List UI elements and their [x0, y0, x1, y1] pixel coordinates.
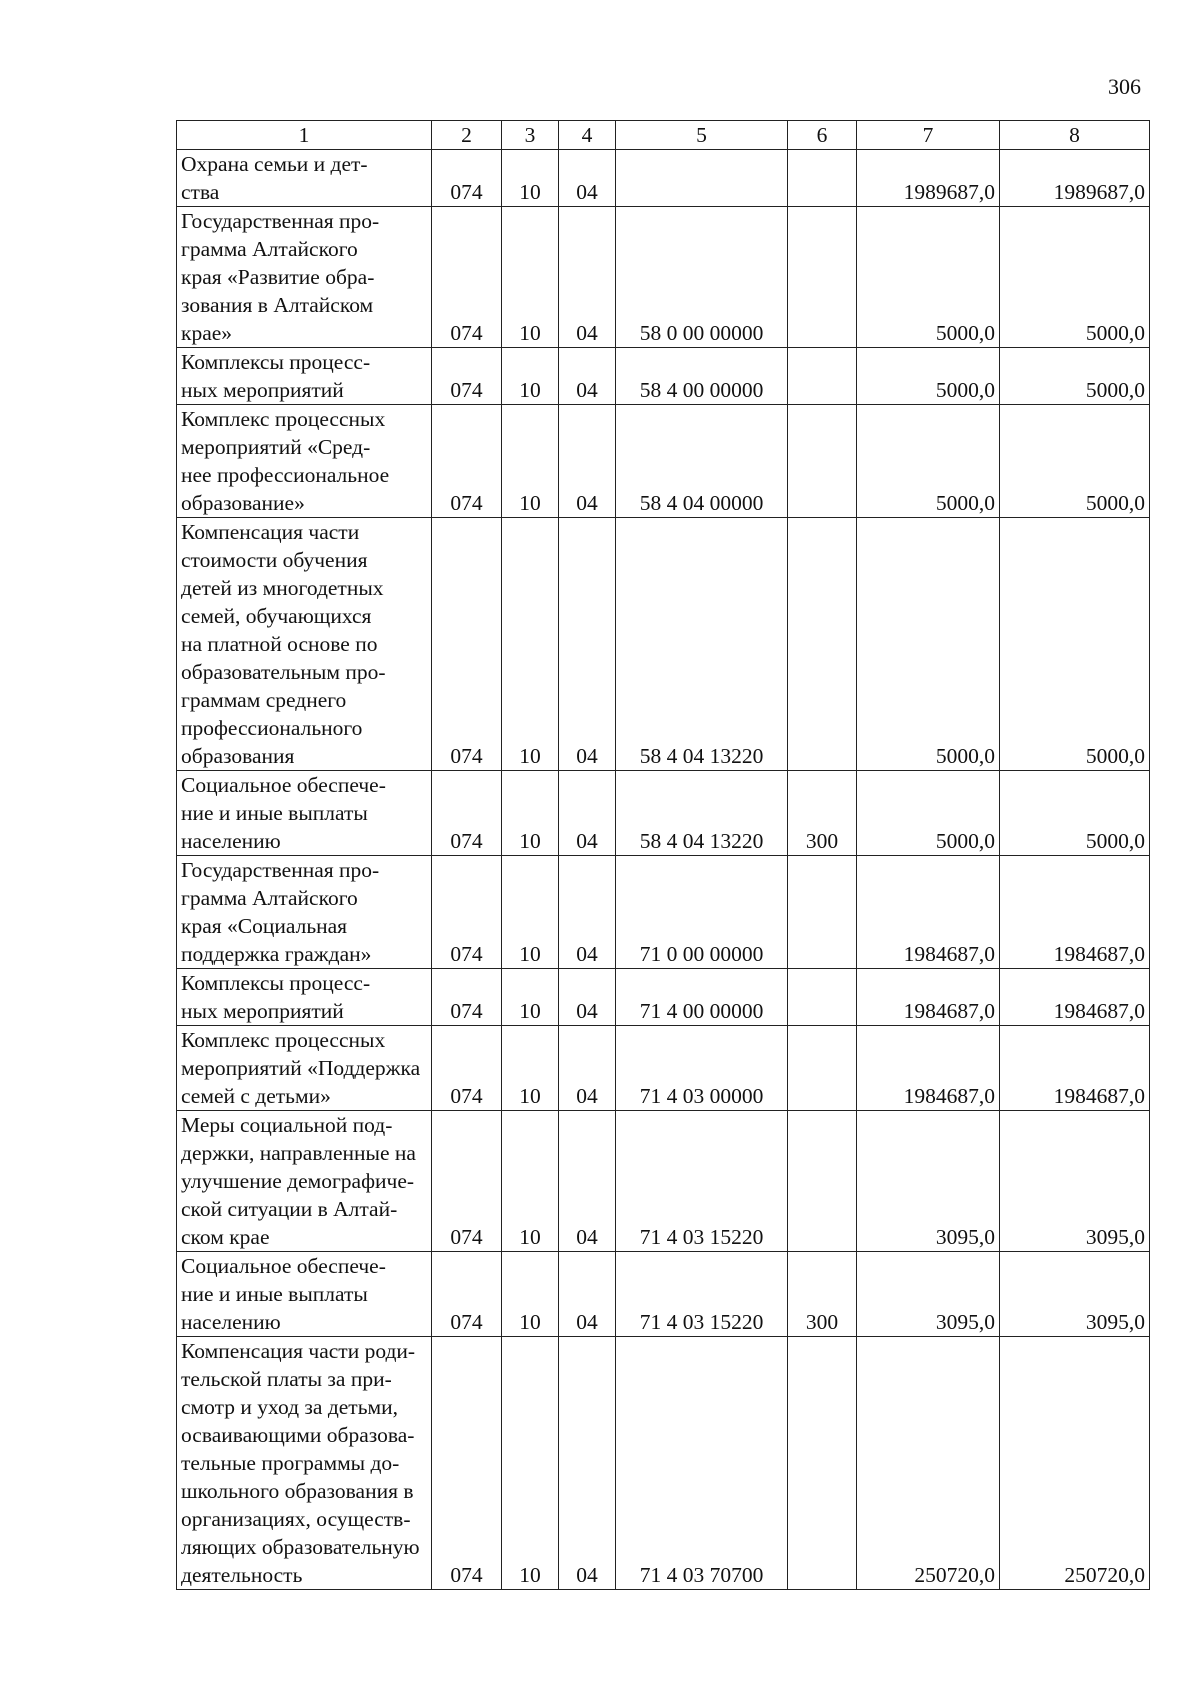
amount-year2-cell: 5000,0: [1000, 348, 1150, 405]
row-name-line: Комплексы процесс-: [181, 350, 371, 374]
row-name-line: Социальное обеспече-: [181, 773, 386, 797]
row-name-line: ных мероприятий: [181, 378, 344, 402]
table-row: [177, 856, 1150, 969]
gr-code-cell: 074: [432, 969, 502, 1026]
gr-code-cell: 074: [432, 856, 502, 969]
section-cell: 10: [502, 348, 559, 405]
row-name-line: профессионального: [181, 716, 363, 740]
subsection-cell: 04: [559, 518, 616, 771]
row-name-line: семей, обучающихся: [181, 604, 372, 628]
row-name-line: образование»: [181, 491, 305, 515]
row-name-line: образовательным про-: [181, 660, 386, 684]
row-name-line: школьного образования в: [181, 1479, 414, 1503]
row-name-line: ляющих образовательную: [181, 1535, 420, 1559]
amount-year1-cell: 5000,0: [857, 348, 1000, 405]
row-name-line: грамма Алтайского: [181, 237, 358, 261]
column-header: 7: [857, 121, 1000, 150]
column-header: 1: [177, 121, 432, 150]
row-name-cell: [177, 1111, 432, 1252]
gr-code-cell: 074: [432, 518, 502, 771]
row-name-line: Компенсация части роди-: [181, 1339, 416, 1363]
expense-type-cell: [788, 207, 857, 348]
gr-code-cell: 074: [432, 1337, 502, 1590]
subsection-cell: 04: [559, 405, 616, 518]
row-name-line: грамма Алтайского: [181, 886, 358, 910]
subsection-cell: 04: [559, 150, 616, 207]
table-body: [177, 150, 1150, 1590]
row-name-cell: [177, 518, 432, 771]
column-header: 6: [788, 121, 857, 150]
target-article-cell: 71 4 03 00000: [616, 1026, 788, 1111]
row-name-line: организациях, осуществ-: [181, 1507, 411, 1531]
row-name-line: улучшение демографиче-: [181, 1169, 415, 1193]
row-name-line: Меры социальной под-: [181, 1113, 393, 1137]
amount-year1-cell: 3095,0: [857, 1252, 1000, 1337]
table-row: [177, 518, 1150, 771]
column-header: 4: [559, 121, 616, 150]
gr-code-cell: 074: [432, 771, 502, 856]
section-cell: 10: [502, 207, 559, 348]
amount-year2-cell: 3095,0: [1000, 1252, 1150, 1337]
section-cell: 10: [502, 518, 559, 771]
amount-year1-cell: 250720,0: [857, 1337, 1000, 1590]
row-name-line: ние и иные выплаты: [181, 1282, 368, 1306]
row-name-line: поддержка граждан»: [181, 942, 372, 966]
amount-year2-cell: 3095,0: [1000, 1111, 1150, 1252]
row-name-line: населению: [181, 829, 281, 853]
target-article-cell: 71 0 00 00000: [616, 856, 788, 969]
row-name-line: детей из многодетных: [181, 576, 384, 600]
row-name-line: смотр и уход за детьми,: [181, 1395, 398, 1419]
gr-code-cell: 074: [432, 1111, 502, 1252]
row-name-line: ской ситуации в Алтай-: [181, 1197, 398, 1221]
gr-code-cell: 074: [432, 150, 502, 207]
amount-year2-cell: 1984687,0: [1000, 969, 1150, 1026]
expense-type-cell: [788, 1026, 857, 1111]
gr-code-cell: 074: [432, 207, 502, 348]
row-name-line: крае»: [181, 321, 233, 345]
subsection-cell: 04: [559, 1337, 616, 1590]
amount-year2-cell: 5000,0: [1000, 518, 1150, 771]
table-row: [177, 1252, 1150, 1337]
amount-year2-cell: 1984687,0: [1000, 856, 1150, 969]
row-name-cell: [177, 969, 432, 1026]
header-row: [177, 121, 1150, 150]
amount-year2-cell: 5000,0: [1000, 405, 1150, 518]
section-cell: 10: [502, 405, 559, 518]
column-header: 3: [502, 121, 559, 150]
row-name-cell: [177, 405, 432, 518]
expense-type-cell: [788, 348, 857, 405]
section-cell: 10: [502, 856, 559, 969]
section-cell: 10: [502, 150, 559, 207]
row-name-cell: [177, 856, 432, 969]
page-number: 306: [1108, 74, 1141, 99]
row-name-cell: [177, 348, 432, 405]
gr-code-cell: 074: [432, 348, 502, 405]
table-row: [177, 150, 1150, 207]
amount-year1-cell: 5000,0: [857, 207, 1000, 348]
row-name-cell: [177, 150, 432, 207]
row-name-line: Государственная про-: [181, 209, 380, 233]
subsection-cell: 04: [559, 1111, 616, 1252]
row-name-line: Государственная про-: [181, 858, 380, 882]
amount-year2-cell: 5000,0: [1000, 207, 1150, 348]
row-name-line: деятельность: [181, 1563, 303, 1587]
gr-code-cell: 074: [432, 1026, 502, 1111]
row-name-line: Компенсация части: [181, 520, 360, 544]
expense-type-cell: 300: [788, 1252, 857, 1337]
table-row: [177, 1111, 1150, 1252]
amount-year1-cell: 1984687,0: [857, 856, 1000, 969]
column-header: 2: [432, 121, 502, 150]
row-name-line: Социальное обеспече-: [181, 1254, 386, 1278]
target-article-cell: [616, 150, 788, 207]
expense-type-cell: 300: [788, 771, 857, 856]
row-name-line: держки, направленные на: [181, 1141, 416, 1165]
row-name-line: зования в Алтайском: [181, 293, 374, 317]
section-cell: 10: [502, 969, 559, 1026]
target-article-cell: 58 4 04 13220: [616, 518, 788, 771]
table-row: [177, 1026, 1150, 1111]
target-article-cell: 71 4 03 15220: [616, 1111, 788, 1252]
row-name-line: ных мероприятий: [181, 999, 344, 1023]
row-name-cell: [177, 1026, 432, 1111]
row-name-line: осваивающими образова-: [181, 1423, 415, 1447]
gr-code-cell: 074: [432, 405, 502, 518]
table-row: [177, 1337, 1150, 1590]
row-name-cell: [177, 771, 432, 856]
amount-year2-cell: 1989687,0: [1000, 150, 1150, 207]
row-name-cell: [177, 1252, 432, 1337]
amount-year1-cell: 5000,0: [857, 771, 1000, 856]
row-name-line: мероприятий «Поддержка: [181, 1056, 421, 1080]
section-cell: 10: [502, 771, 559, 856]
expense-type-cell: [788, 969, 857, 1026]
amount-year1-cell: 1989687,0: [857, 150, 1000, 207]
row-name-line: Комплекс процессных: [181, 1028, 386, 1052]
expense-type-cell: [788, 518, 857, 771]
subsection-cell: 04: [559, 969, 616, 1026]
target-article-cell: 58 4 00 00000: [616, 348, 788, 405]
row-name-line: тельные программы до-: [181, 1451, 400, 1475]
table-row: [177, 771, 1150, 856]
column-header: 8: [1000, 121, 1150, 150]
amount-year1-cell: 5000,0: [857, 518, 1000, 771]
target-article-cell: 58 0 00 00000: [616, 207, 788, 348]
table-row: [177, 405, 1150, 518]
subsection-cell: 04: [559, 348, 616, 405]
row-name-line: мероприятий «Сред-: [181, 435, 371, 459]
row-name-cell: [177, 207, 432, 348]
row-name-line: ства: [181, 180, 220, 204]
target-article-cell: 71 4 03 70700: [616, 1337, 788, 1590]
subsection-cell: 04: [559, 207, 616, 348]
table-row: [177, 348, 1150, 405]
gr-code-cell: 074: [432, 1252, 502, 1337]
row-name-line: ние и иные выплаты: [181, 801, 368, 825]
target-article-cell: 71 4 03 15220: [616, 1252, 788, 1337]
subsection-cell: 04: [559, 856, 616, 969]
row-name-line: образования: [181, 744, 295, 768]
target-article-cell: 71 4 00 00000: [616, 969, 788, 1026]
amount-year2-cell: 5000,0: [1000, 771, 1150, 856]
subsection-cell: 04: [559, 1252, 616, 1337]
expense-type-cell: [788, 1337, 857, 1590]
expense-type-cell: [788, 1111, 857, 1252]
amount-year2-cell: 250720,0: [1000, 1337, 1150, 1590]
row-name-cell: [177, 1337, 432, 1590]
subsection-cell: 04: [559, 771, 616, 856]
budget-table: [176, 120, 1150, 1590]
subsection-cell: 04: [559, 1026, 616, 1111]
section-cell: 10: [502, 1252, 559, 1337]
target-article-cell: 58 4 04 13220: [616, 771, 788, 856]
row-name-line: Комплекс процессных: [181, 407, 386, 431]
section-cell: 10: [502, 1111, 559, 1252]
table-row: [177, 207, 1150, 348]
row-name-line: края «Развитие обра-: [181, 265, 375, 289]
row-name-line: края «Социальная: [181, 914, 348, 938]
row-name-line: населению: [181, 1310, 281, 1334]
row-name-line: нее профессиональное: [181, 463, 390, 487]
row-name-line: стоимости обучения: [181, 548, 368, 572]
amount-year1-cell: 1984687,0: [857, 1026, 1000, 1111]
table-row: [177, 969, 1150, 1026]
column-header: 5: [616, 121, 788, 150]
amount-year1-cell: 3095,0: [857, 1111, 1000, 1252]
target-article-cell: 58 4 04 00000: [616, 405, 788, 518]
amount-year1-cell: 5000,0: [857, 405, 1000, 518]
expense-type-cell: [788, 405, 857, 518]
row-name-line: Комплексы процесс-: [181, 971, 371, 995]
amount-year2-cell: 1984687,0: [1000, 1026, 1150, 1111]
row-name-line: тельской платы за при-: [181, 1367, 392, 1391]
row-name-line: граммам среднего: [181, 688, 347, 712]
amount-year1-cell: 1984687,0: [857, 969, 1000, 1026]
row-name-line: ском крае: [181, 1225, 270, 1249]
expense-type-cell: [788, 150, 857, 207]
section-cell: 10: [502, 1026, 559, 1111]
row-name-line: на платной основе по: [181, 632, 378, 656]
row-name-line: Охрана семьи и дет-: [181, 152, 368, 176]
row-name-line: семей с детьми»: [181, 1084, 331, 1108]
expense-type-cell: [788, 856, 857, 969]
section-cell: 10: [502, 1337, 559, 1590]
